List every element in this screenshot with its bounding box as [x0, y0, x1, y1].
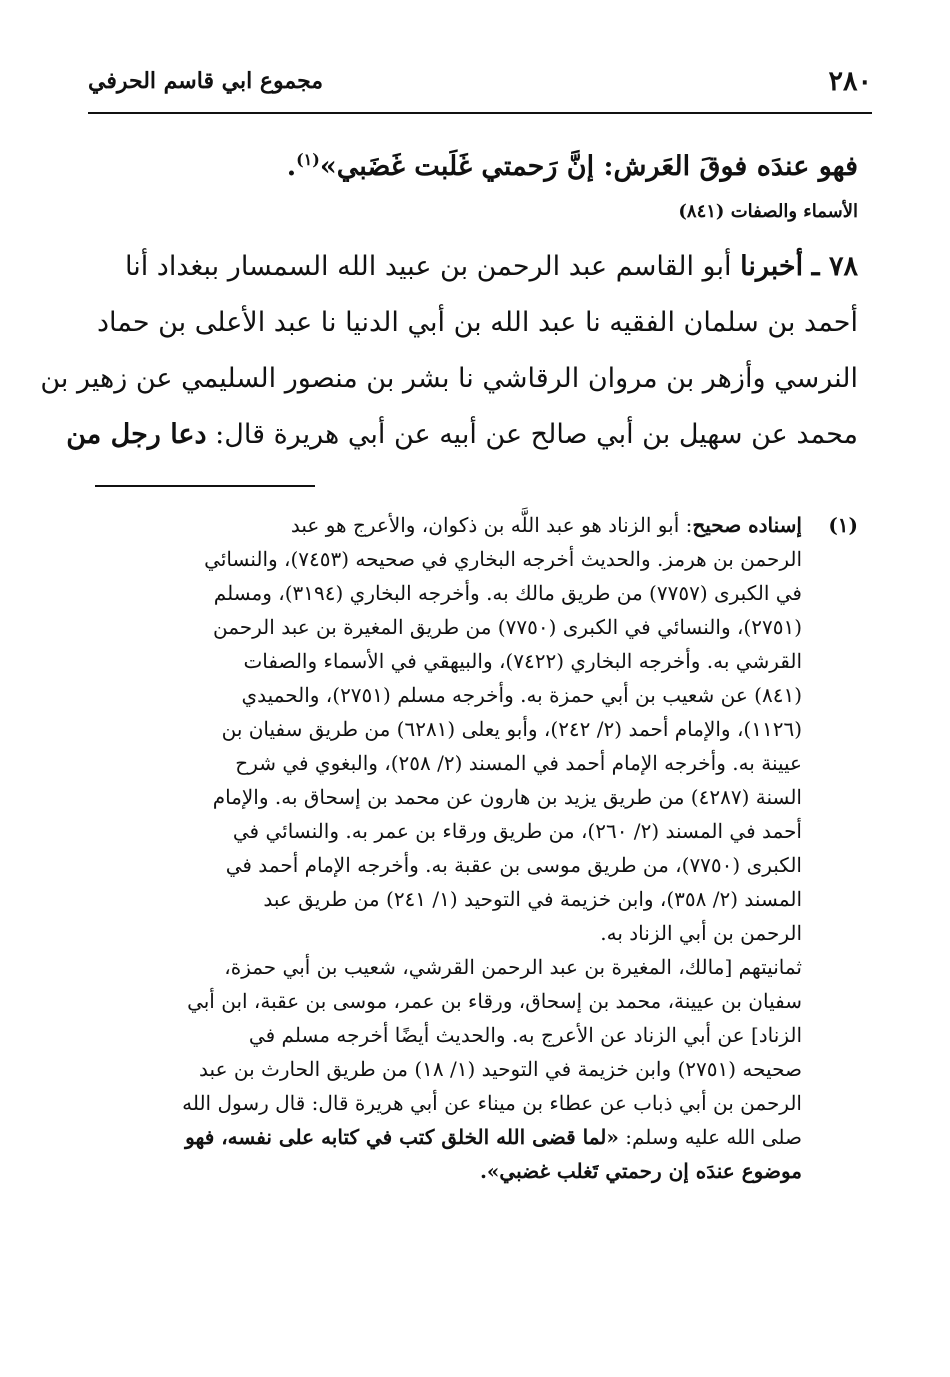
footnote-line: (٨٤١) عن شعيب بن أبي حمزة به. وأخرجه مسلم (٢٧٥١)، والحميدي [241, 683, 802, 707]
main-text [40, 132, 858, 463]
main-line-2-text: أبو القاسم عبد الرحمن بن عبيد الله السمسار ببغداد أنا [124, 251, 732, 282]
footnote-quote-bold-end: موضوع عندَه إن رحمتي تَغلب غضبي». [479, 1159, 802, 1183]
page-number: ٢٨٠ [828, 66, 872, 97]
footnote-para2-line-6 [88, 1120, 802, 1154]
page-header [88, 58, 872, 114]
footnote-para2-line-6-text: صلى الله عليه وسلم: [625, 1125, 802, 1149]
footnote-ref: (١) [296, 150, 320, 169]
footnote-line: القرشي به. وأخرجه البخاري (٧٤٢٢)، والبيهقي في الأسماء والصفات [243, 649, 802, 673]
footnote-line: عيينة به. وأخرجه الإمام أحمد في المسند (٢/ ٢٥٨)، والبغوي في شرح [235, 751, 802, 775]
footnote-marker: (١) [828, 513, 858, 537]
footnote-line: في الكبرى (٧٧٥٧) من طريق مالك به. وأخرجه البخاري (٣١٩٤)، ومسلم [213, 581, 802, 605]
hadith-lead: أخبرنا [740, 251, 804, 282]
main-line-1 [88, 132, 858, 195]
footnote-quote-bold: «لما قضى الله الخلق كتب في كتابه على نفسه، فهو [185, 1125, 619, 1149]
footnote-line: أحمد في المسند (٢/ ٢٦٠)، من طريق ورقاء بن عمر به. والنسائي في [232, 819, 802, 843]
main-line-5-text: محمد عن سهيل بن أبي صالح عن أبيه عن أبي هريرة قال: [215, 419, 858, 450]
footnote-body [88, 508, 802, 1188]
footnote-line-1-text: : أبو الزناد هو عبد اللَّه بن ذكوان، والأعرج هو عبد [290, 513, 693, 537]
footnote-line: (٢٧٥١)، والنسائي في الكبرى (٧٧٥٠) من طريق المغيرة بن عبد الرحمن [213, 615, 802, 639]
footnote-para2-line: الزناد] عن أبي الزناد عن الأعرج به. والحديث أيضًا أخرجه مسلم في [248, 1023, 802, 1047]
main-line-5 [66, 407, 858, 463]
running-title: مجموع ابي قاسم الحرفي [88, 68, 324, 94]
footnote-lead: إسناده صحيح [692, 513, 802, 537]
footnote-para2-line: صحيحه (٢٧٥١) وابن خزيمة في التوحيد (١/ ١٨) من طريق الحارث بن عبد [199, 1057, 802, 1081]
footnote-line: السنة (٤٢٨٧) من طريق يزيد بن هارون عن محمد بن إسحاق به. والإمام [212, 785, 802, 809]
footnote-line: (١١٢٦)، والإمام أحمد (٢/ ٢٤٢)، وأبو يعلى (٦٢٨١) من طريق سفيان بن [221, 717, 802, 741]
hadith-number: ٧٨ ـ [811, 251, 858, 282]
footnote-line: المسند (٢/ ٣٥٨)، وابن خزيمة في التوحيد (١/ ٢٤١) من طريق عبد [263, 887, 802, 911]
main-line-2 [88, 239, 858, 295]
footnote-line-1 [88, 508, 802, 542]
footnote-line: الرحمن بن هرمز. والحديث أخرجه البخاري في صحيحه (٧٤٥٣)، والنسائي [204, 547, 802, 571]
footnotes [88, 508, 858, 1188]
footnote-para2-line: ثمانيتهم [مالك، المغيرة بن عبد الرحمن القرشي، شعيب بن أبي حمزة، [224, 955, 802, 979]
footnote-line: الرحمن بن أبي الزناد به. [600, 921, 802, 945]
footnote-para2-line: سفيان بن عيينة، محمد بن إسحاق، ورقاء بن عمر، موسى بن عقبة، ابن أبي [187, 989, 802, 1013]
footnote-1 [88, 508, 858, 1188]
main-line-5-bold: دعا رجل من [66, 419, 207, 450]
main-line-4: النرسي وأزهر بن مروان الرقاشي نا بشر بن منصور السليمي عن زهير بن [40, 363, 858, 394]
hadith-quote-end: فهو عندَه فوقَ العَرش: إنَّ رَحمتي غَلَبت غَضَبي» [319, 151, 858, 182]
source-reference: الأسماء والصفات (٨٤١) [678, 201, 858, 222]
footnote-para2-line: الرحمن بن أبي ذباب عن عطاء بن ميناء عن أبي هريرة قال: قال رسول الله [182, 1091, 802, 1115]
line-end-period: . [286, 151, 297, 182]
footnote-line: الكبرى (٧٧٥٠)، من طريق موسى بن عقبة به. وأخرجه الإمام أحمد في [225, 853, 802, 877]
main-line-3: أحمد بن سلمان الفقيه نا عبد الله بن أبي الدنيا نا عبد الأعلى بن حماد [96, 307, 858, 338]
header-rule [88, 112, 872, 114]
footnote-separator [95, 485, 315, 487]
